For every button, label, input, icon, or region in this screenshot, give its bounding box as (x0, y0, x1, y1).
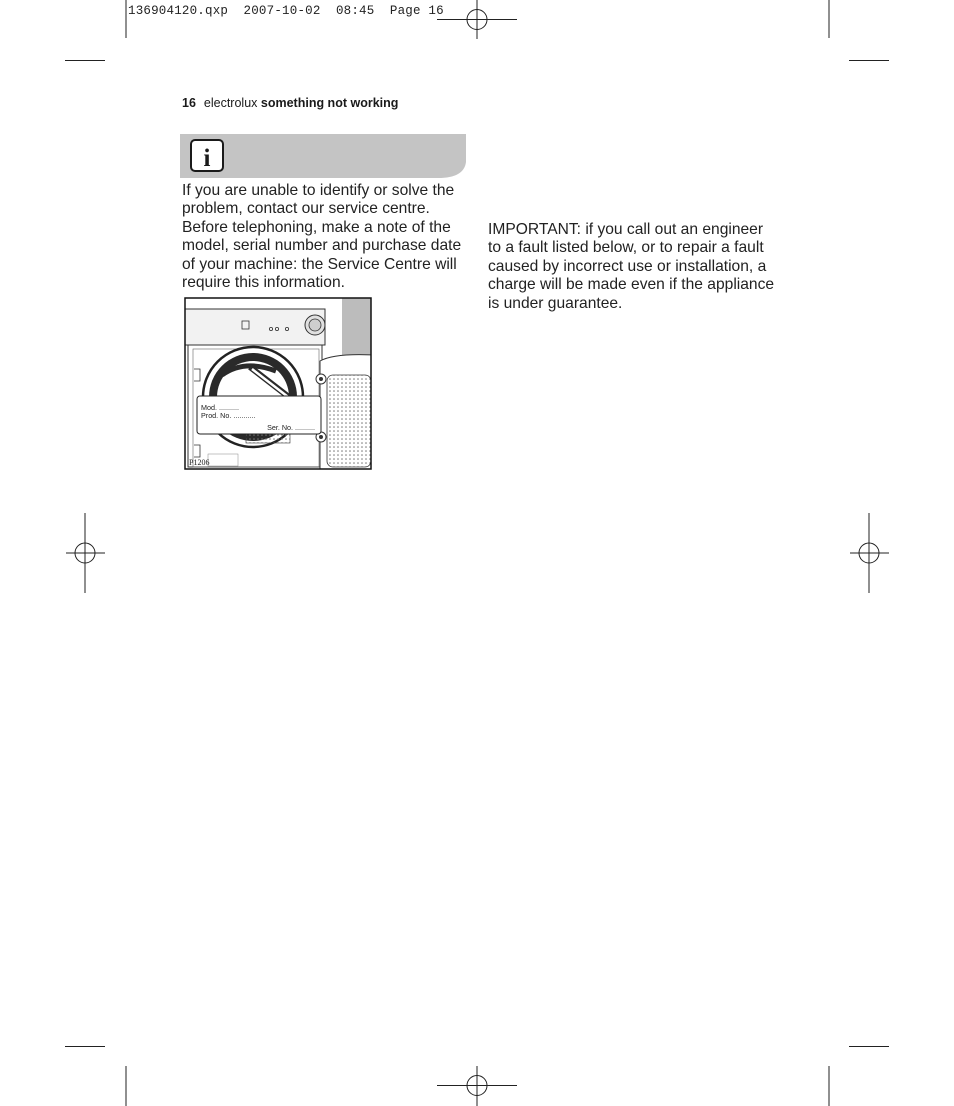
slug-date: 2007-10-02 (243, 4, 321, 18)
important-paragraph (488, 221, 778, 313)
rating-plate-ser: Ser. No. .......... (267, 423, 315, 432)
brand-name: electrolux (203, 96, 258, 110)
running-head (182, 96, 398, 110)
rating-plate (197, 396, 321, 434)
figure-code: P1206 (189, 458, 210, 467)
service-centre-text: If you are unable to identify or solve the problem, contact our service centre. Before telephoning, make a note of the model, serial number and purchase date of your machine: the Service Centre will require this information. (182, 182, 462, 292)
registration-mark-right (850, 513, 889, 593)
registration-mark-top (437, 0, 517, 39)
rating-plate-mod: Mod. .......... (201, 403, 239, 412)
slug-page: Page 16 (389, 4, 444, 18)
section-title: something not working (260, 96, 399, 110)
service-centre-paragraph (182, 182, 468, 292)
registration-mark-left (66, 513, 105, 593)
rating-plate-illustration (184, 297, 374, 473)
info-icon (191, 140, 223, 172)
slug-time: 08:45 (335, 4, 375, 18)
rating-plate-prod: Prod. No. ........... (201, 411, 256, 420)
registration-mark-bottom (437, 1066, 517, 1106)
page-number: 16 (182, 96, 196, 110)
slug-filename: 136904120.qxp (128, 4, 229, 18)
info-icon-glyph: i (203, 145, 211, 172)
important-text: IMPORTANT: if you call out an engineer to a fault listed below, or to repair a fault caused by incorrect use or installation, a charge will be made even if the appliance is under guarantee. (488, 221, 775, 312)
info-banner (180, 134, 468, 180)
